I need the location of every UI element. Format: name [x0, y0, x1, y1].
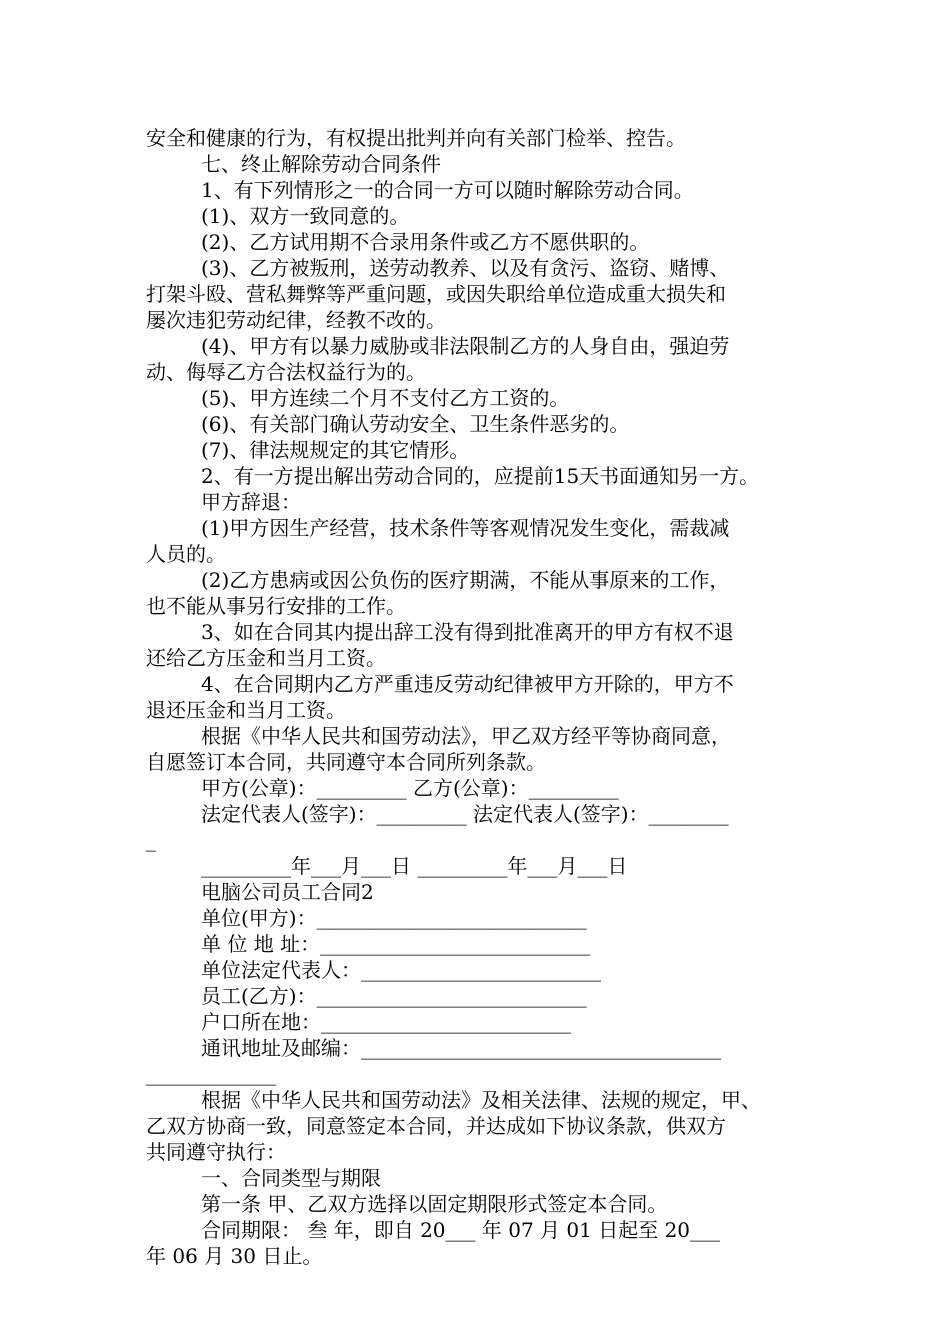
text-line: (1)甲方因生产经营，技术条件等客观情况发生变化，需裁减 — [201, 516, 730, 540]
text-line: 4、在合同期内乙方严重违反劳动纪律被甲方开除的，甲方不 — [201, 672, 734, 696]
text-line: 1、有下列情形之一的合同一方可以随时解除劳动合同。 — [201, 178, 694, 202]
text-line: (3)、乙方被叛刑，送劳动教养、以及有贪污、盗窃、赌博、 — [201, 256, 730, 280]
text-line: 安全和健康的行为，有权提出批判并向有关部门检举、控告。 — [146, 126, 686, 150]
form-field: 单位法定代表人：________________________ — [201, 958, 601, 982]
text-line: 3、如在合同其内提出辞工没有得到批准离开的甲方有权不退 — [201, 620, 734, 644]
text-line: 2、有一方提出解出劳动合同的，应提前15天书面通知另一方。 — [201, 464, 760, 488]
section-heading: 七、终止解除劳动合同条件 — [201, 152, 441, 176]
text-line: 自愿签订本合同，共同遵守本合同所列条款。 — [146, 750, 546, 774]
text-line: 甲方辞退： — [201, 490, 301, 514]
text-line: 第一条 甲、乙双方选择以固定期限形式签定本合同。 — [201, 1192, 668, 1216]
form-field: 单 位 地 址：___________________________ — [201, 932, 591, 956]
text-line: (1)、双方一致同意的。 — [201, 204, 410, 228]
signature-line: 甲方(公章)：_________ 乙方(公章)：_________ — [201, 776, 619, 800]
text-line: (2)乙方患病或因公负伤的医疗期满，不能从事原来的工作， — [201, 568, 730, 592]
text-line: 合同期限： 叁 年，即自 20___ 年 07 月 01 日起至 20___ — [201, 1218, 721, 1242]
date-line: _________年___月___日 _________年___月___日 — [201, 854, 628, 878]
form-field: 户口所在地：_________________________ — [201, 1010, 571, 1034]
text-line: 乙双方协商一致，同意签定本合同，并达成如下协议条款，供双方 — [146, 1114, 726, 1138]
text-line: 屡次违犯劳动纪律，经教不改的。 — [146, 308, 446, 332]
text-line: 根据《中华人民共和国劳动法》，甲乙双方经平等协商同意， — [201, 724, 731, 748]
section-heading: 一、合同类型与期限 — [201, 1166, 381, 1190]
text-line: 退还压金和当月工资。 — [146, 698, 346, 722]
text-line: (4)、甲方有以暴力威胁或非法限制乙方的人身自由，强迫劳 — [201, 334, 730, 358]
text-line: 年 06 月 30 日止。 — [146, 1244, 323, 1268]
text-line: 也不能从事另行安排的工作。 — [146, 594, 406, 618]
text-line: 共同遵守执行： — [146, 1140, 286, 1164]
form-field: 单位(甲方)：___________________________ — [201, 906, 587, 930]
text-line: 根据《中华人民共和国劳动法》及相关法律、法规的规定，甲、 — [201, 1088, 761, 1112]
text-line: 打架斗殴、营私舞弊等严重问题，或因失职给单位造成重大损失和 — [146, 282, 726, 306]
text-line: 动、侮辱乙方合法权益行为的。 — [146, 360, 426, 384]
text-line: (7)、律法规规定的其它情形。 — [201, 438, 470, 462]
text-line: _____________ — [146, 1062, 276, 1086]
text-line: (2)、乙方试用期不合录用条件或乙方不愿供职的。 — [201, 230, 650, 254]
text-line: 人员的。 — [146, 542, 226, 566]
form-field: 员工(乙方)：___________________________ — [201, 984, 587, 1008]
text-line: 还给乙方压金和当月工资。 — [146, 646, 386, 670]
text-line: (6)、有关部门确认劳动安全、卫生条件恶劣的。 — [201, 412, 630, 436]
text-line: _ — [146, 828, 156, 852]
form-field: 通讯地址及邮编：____________________________________ — [201, 1036, 721, 1060]
document-title: 电脑公司员工合同2 — [201, 880, 374, 904]
signature-line: 法定代表人(签字)：_________ 法定代表人(签字)：________ — [201, 802, 729, 826]
text-line: (5)、甲方连续二个月不支付乙方工资的。 — [201, 386, 570, 410]
